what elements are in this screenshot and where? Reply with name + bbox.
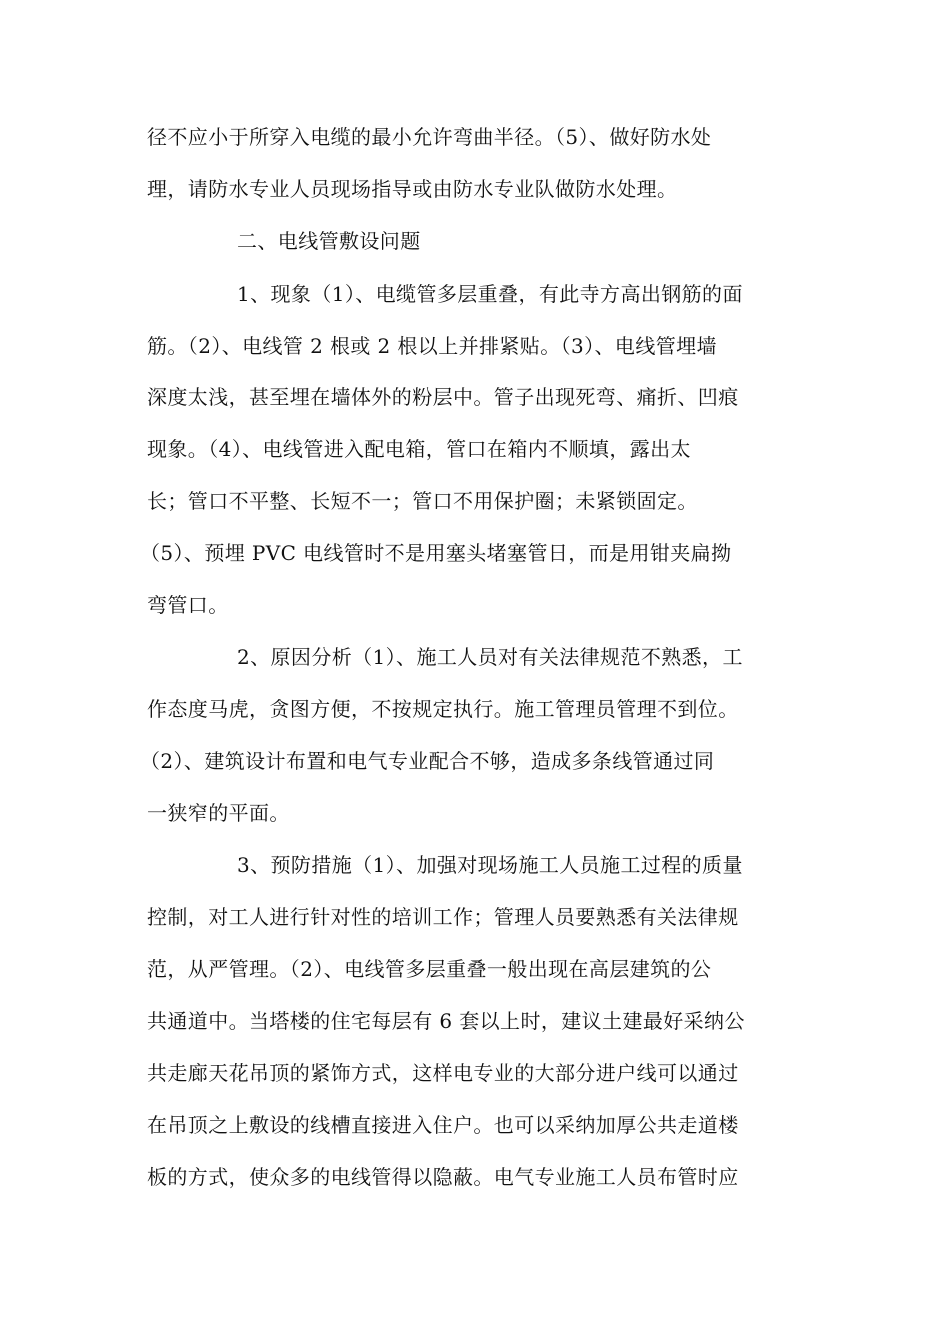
- text-line: 作态度马虎，贪图方便，不按规定执行。施工管理员管理不到位。: [147, 697, 739, 721]
- section-heading: 二、电线管敷设问题: [237, 229, 421, 253]
- text-line: 弯管口。: [147, 593, 229, 617]
- text-line: 长；管口不平整、长短不一；管口不用保护圈；未紧锁固定。: [147, 489, 698, 513]
- text-line: 理，请防水专业人员现场指导或由防水专业队做防水处理。: [147, 177, 678, 201]
- text-line: 现象。（4）、电线管进入配电箱，管口在箱内不顺填，露出太: [147, 437, 691, 461]
- text-line: 范，从严管理。（2）、电线管多层重叠一般出现在高层建筑的公: [147, 957, 712, 981]
- text-line: 2、原因分析（1）、施工人员对有关法律规范不熟悉，工: [237, 645, 743, 669]
- text-line: 筋。（2）、电线管 2 根或 2 根以上并排紧贴。（3）、电线管埋墙: [147, 334, 717, 358]
- text-line: 共走廊天花吊顶的紧饰方式，这样电专业的大部分进户线可以通过: [147, 1061, 739, 1085]
- text-line: 板的方式，使众多的电线管得以隐蔽。电气专业施工人员布管时应: [147, 1165, 739, 1189]
- text-line: 1、现象（1）、电缆管多层重叠，有此寺方高出钢筋的面: [237, 282, 743, 306]
- text-line: （2）、建筑设计布置和电气专业配合不够，造成多条线管通过同: [140, 749, 715, 773]
- text-line: 深度太浅，甚至埋在墙体外的粉层中。管子出现死弯、痛折、凹痕: [147, 385, 739, 409]
- text-line: （5）、预埋 PVC 电线管时不是用塞头堵塞管日，而是用钳夹扁拗: [140, 541, 732, 565]
- text-line: 一狭窄的平面。: [147, 801, 290, 825]
- text-line: 在吊顶之上敷设的线槽直接进入住户。也可以采纳加厚公共走道楼: [147, 1113, 739, 1137]
- text-line: 3、预防措施（1）、加强对现场施工人员施工过程的质量: [237, 853, 743, 877]
- text-line: 控制，对工人进行针对性的培训工作；管理人员要熟悉有关法律规: [147, 905, 739, 929]
- text-line: 径不应小于所穿入电缆的最小允许弯曲半径。（5）、做好防水处: [147, 125, 712, 149]
- text-line: 共通道中。当塔楼的住宅每层有 6 套以上时，建议土建最好采纳公: [147, 1009, 745, 1033]
